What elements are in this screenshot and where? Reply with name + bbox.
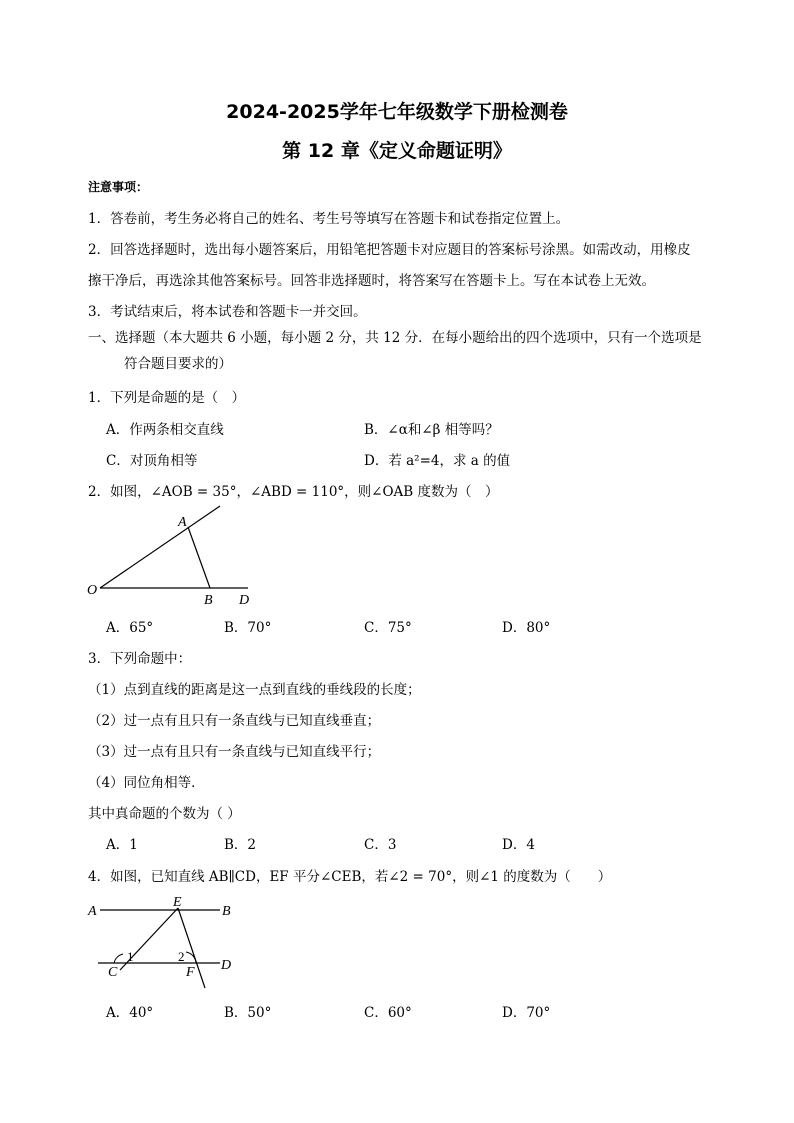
label-d: D	[221, 958, 232, 973]
label-o: O	[87, 583, 98, 598]
q3-item-1: （1）点到直线的距离是这一点到直线的垂线段的长度；	[88, 682, 421, 698]
note-item-3: 3．考试结束后，将本试卷和答题卡一并交回。	[88, 304, 367, 320]
line-oa	[100, 506, 220, 588]
q1-stem: 1．下列是命题的是（ ）	[88, 390, 246, 406]
note-item-1: 1．答卷前，考生务必将自己的姓名、考生号等填写在答题卡和试卷指定位置上。	[88, 211, 570, 227]
q1-option-a: A．作两条相交直线	[106, 422, 224, 438]
label-b: B	[204, 593, 213, 608]
q4-option-c: C．60°	[364, 1005, 412, 1021]
section-heading: 一、选择题（本大题共 6 小题，每小题 2 分，共 12 分．在每小题给出的四个选项中，只有一个选项是	[88, 330, 702, 346]
q2-figure	[80, 500, 280, 610]
q2-stem: 2．如图，∠AOB = 35°，∠ABD = 110°，则∠OAB 度数为（ ）	[88, 484, 499, 500]
q3-ask: 其中真命题的个数为（ ）	[88, 806, 241, 822]
q3-option-d: D．4	[502, 837, 535, 853]
q1-option-b: B．∠α和∠β 相等吗？	[364, 422, 499, 438]
q3-item-3: （3）过一点有且只有一条直线与已知直线平行；	[88, 744, 381, 760]
page-title: 2024-2025学年七年级数学下册检测卷	[226, 101, 568, 123]
label-e: E	[173, 895, 182, 910]
angle-2-arc	[186, 952, 196, 963]
note-item-2: 2．回答选择题时，选出每小题答案后，用铅笔把答题卡对应题目的答案标号涂黑。如需改动，用橡皮	[88, 242, 691, 258]
q3-option-c: C．3	[364, 837, 397, 853]
label-f: F	[186, 965, 195, 980]
label-angle-2: 2	[178, 949, 185, 964]
label-c: C	[108, 965, 118, 980]
label-a: A	[178, 515, 187, 530]
q2-option-a: A．65°	[106, 620, 154, 636]
q3-item-2: （2）过一点有且只有一条直线与已知直线垂直；	[88, 713, 381, 729]
q2-option-b: B．70°	[224, 620, 272, 636]
q3-option-b: B．2	[224, 837, 257, 853]
q2-option-c: C．75°	[364, 620, 412, 636]
q4-option-b: B．50°	[224, 1005, 272, 1021]
q4-stem: 4．如图，已知直线 AB∥CD，EF 平分∠CEB，若∠2 = 70°，则∠1 的度数为（ ）	[88, 869, 612, 885]
section-heading-cont: 符合题目要求的）	[124, 356, 232, 372]
note-item-2-cont: 擦干净后，再选涂其他答案标号。回答非选择题时，将答案写在答题卡上。写在本试卷上无效。	[88, 273, 655, 289]
q3-option-a: A．1	[106, 837, 138, 853]
q3-stem: 3．下列命题中：	[88, 651, 192, 667]
q1-option-d: D．若 a²=4，求 a 的值	[364, 453, 511, 469]
angle-1-arc	[114, 954, 123, 963]
q4-option-d: D．70°	[502, 1005, 551, 1021]
q1-option-c: C．对顶角相等	[106, 453, 198, 469]
label-angle-1: 1	[127, 949, 134, 964]
label-b: B	[222, 904, 231, 919]
notes-heading: 注意事项：	[88, 180, 149, 194]
label-a: A	[88, 904, 97, 919]
page-subtitle: 第 12 章《定义命题证明》	[282, 140, 512, 162]
q4-option-a: A．40°	[106, 1005, 154, 1021]
q4-figure	[80, 890, 250, 1000]
q3-item-4: （4）同位角相等．	[88, 775, 205, 791]
label-d: D	[239, 593, 250, 608]
q2-option-d: D．80°	[502, 620, 551, 636]
line-ab	[188, 527, 210, 588]
